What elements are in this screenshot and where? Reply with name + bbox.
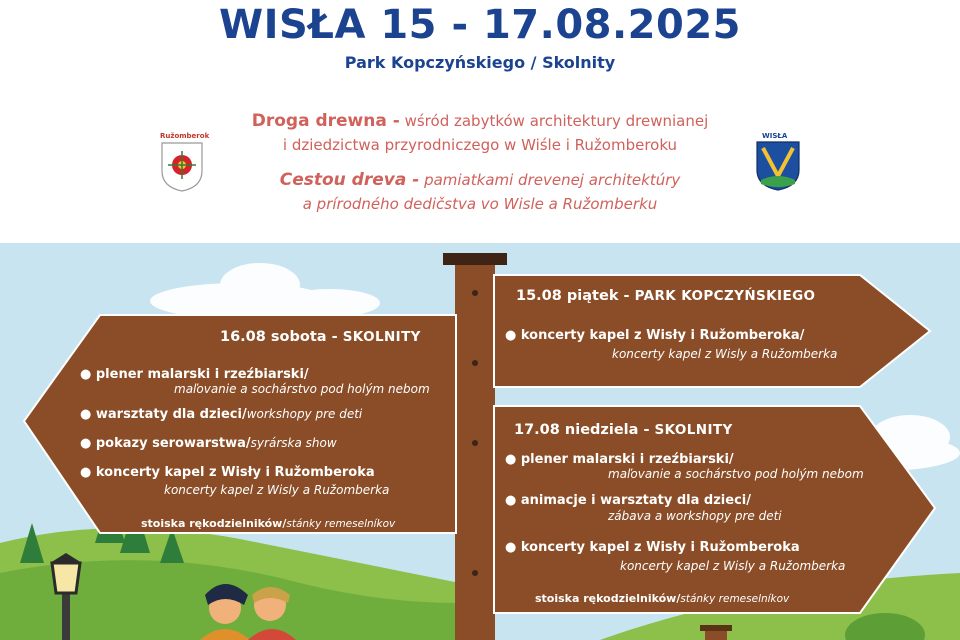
saturday-item-4-sk: koncerty kapel z Wisly a Ružomberka [164, 483, 390, 497]
saturday-heading: 16.08 sobota - SKOLNITY [220, 329, 421, 345]
sunday-date: 17.08 niedziela [514, 422, 639, 438]
sunday-location: SKOLNITY [654, 422, 733, 438]
sunday-item-2-pl: animacje i warsztaty dla dzieci/ [520, 493, 751, 508]
saturday-item-1-pl: plener malarski i rzeźbiarski/ [95, 367, 309, 382]
sunday-item-1: ● plener malarski i rzeźbiarski/ [505, 452, 734, 467]
saturday-item-3: ● pokazy serowarstwa/syrárska show [80, 436, 337, 451]
saturday-item-2-sk: workshopy pre deti [246, 407, 363, 421]
friday-item-1-pl: koncerty kapel z Wisły i Ružomberoka/ [520, 328, 805, 343]
polish-description [180, 109, 780, 157]
pl-title: Droga drewna - [251, 111, 400, 131]
ruzomberok-label: Ružomberok [160, 132, 210, 140]
pl-line2: i dziedzictwa przyrodniczego w Wiśle i Ružomberoku [282, 136, 678, 154]
sunday-item-2: ● animacje i warsztaty dla dzieci/ [505, 493, 751, 508]
saturday-stalls-pl: stoiska rękodzielników/ [141, 517, 287, 530]
header-section [0, 0, 960, 243]
saturday-item-2: ● warsztaty dla dzieci/workshopy pre deti [80, 407, 363, 422]
wisla-label: WISŁA [762, 132, 788, 140]
sunday-item-3: ● koncerty kapel z Wisły i Ružomberoka [505, 540, 800, 555]
sk-line1: pamiatkami drevenej architektúry [424, 171, 681, 189]
friday-item-1-sk: koncerty kapel z Wisly a Ružomberka [612, 347, 838, 361]
sk-title: Cestou dreva - [279, 170, 420, 190]
pl-line1: wśród zabytków architektury drewnianej [404, 112, 709, 130]
sunday-stalls [535, 592, 789, 605]
saturday-item-1-sk: maľovanie a sochárstvo pod holým nebom [174, 382, 430, 396]
wisla-crest-icon [755, 140, 801, 192]
saturday-item-4: ● koncerty kapel z Wisły i Ružomberoka [80, 465, 375, 480]
ruzomberok-crest-icon [160, 141, 204, 193]
friday-heading: 15.08 piątek - PARK KOPCZYŃSKIEGO [516, 288, 816, 304]
friday-date: 15.08 piątek [516, 288, 619, 304]
friday-item-1: ● koncerty kapel z Wisły i Ružomberoka/ [505, 328, 805, 343]
sunday-item-3-pl: koncerty kapel z Wisły i Ružomberoka [520, 540, 800, 555]
sk-line2: a prírodného dedičstva vo Wisle a Ružomberku [302, 195, 658, 213]
saturday-item-1: ● plener malarski i rzeźbiarski/ [80, 367, 309, 382]
sunday-item-1-pl: plener malarski i rzeźbiarski/ [520, 452, 734, 467]
slovak-description [180, 168, 780, 216]
sunday-item-3-sk: koncerty kapel z Wisly a Ružomberka [620, 559, 846, 573]
friday-location: PARK KOPCZYŃSKIEGO [634, 288, 816, 304]
sunday-item-1-sk: maľovanie a sochárstvo pod holým nebom [608, 467, 864, 481]
saturday-date: 16.08 sobota [220, 329, 327, 345]
sunday-stalls-sk: stánky remeselníkov [680, 593, 790, 605]
sunday-stalls-pl: stoiska rękodzielników/ [535, 592, 681, 605]
saturday-item-2-pl: warsztaty dla dzieci/ [95, 407, 247, 422]
saturday-item-4-pl: koncerty kapel z Wisły i Ružomberoka [95, 465, 375, 480]
saturday-location: SKOLNITY [342, 329, 421, 345]
illustration-scene [0, 243, 960, 640]
sunday-item-2-sk: zábava a workshopy pre deti [608, 509, 782, 523]
saturday-item-3-sk: syrárska show [250, 436, 337, 450]
event-title: WISŁA 15 - 17.08.2025 [218, 2, 742, 48]
event-place: Park Kopczyńskiego / Skolnity [344, 53, 616, 72]
saturday-item-3-pl: pokazy serowarstwa/ [95, 436, 251, 451]
sunday-heading: 17.08 niedziela - SKOLNITY [514, 422, 733, 438]
saturday-stalls-sk: stánky remeselníkov [286, 518, 396, 530]
saturday-stalls [141, 517, 395, 530]
